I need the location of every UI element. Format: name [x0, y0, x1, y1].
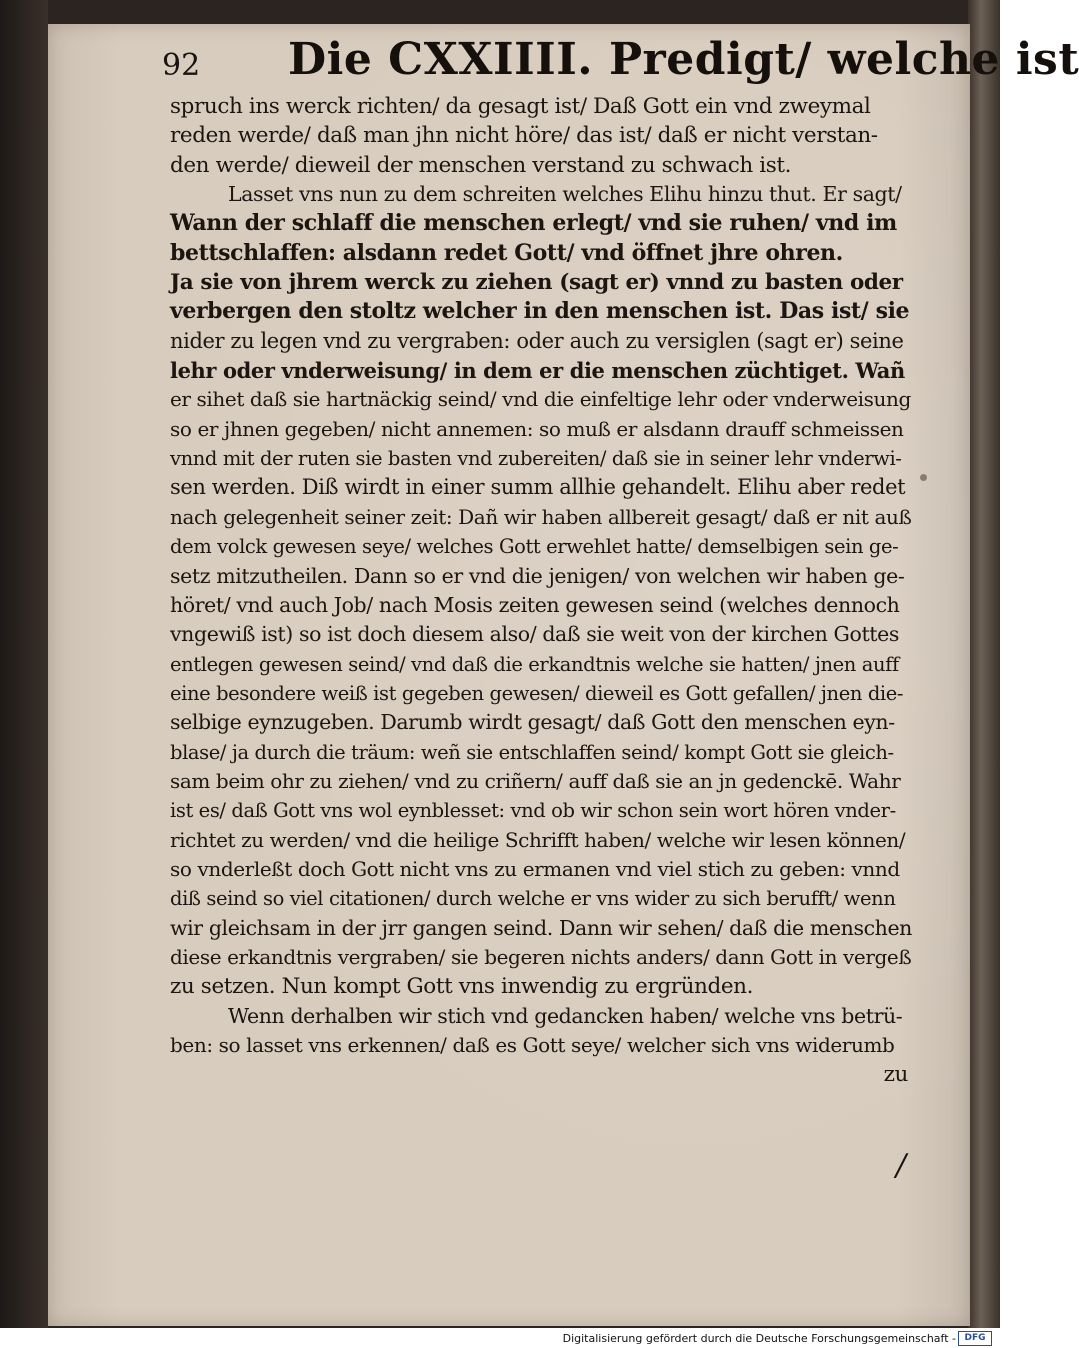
- page-number: 92: [162, 48, 201, 83]
- text-line: entlegen gewesen seind/ vnd daß die erkandtnis welche sie hatten/ jnen auff: [170, 652, 899, 676]
- text-line: setz mitzutheilen. Dann so er vnd die jenigen/ von welchen wir haben ge-: [170, 563, 905, 588]
- text-line: vngewiß ist) so ist doch diesem also/ daß sie weit von der kirchen Gottes: [170, 622, 899, 647]
- book-edge-right: [968, 0, 1000, 1328]
- text-line: Wann der schlaff die menschen erlegt/ vnd sie ruhen/ vnd im: [170, 210, 897, 237]
- ink-mark: /: [896, 1148, 907, 1183]
- text-line: wir gleichsam in der jrr gangen seind. Dann wir sehen/ daß die menschen: [170, 915, 912, 940]
- dfg-logo-icon: DFG: [958, 1331, 992, 1346]
- text-line: diese erkandtnis vergraben/ sie begeren nichts anders/ dann Gott in vergeß: [170, 944, 912, 969]
- running-head: Die CXXIIII. Predigt/ welche ist: [288, 34, 1079, 85]
- text-line: nider zu legen vnd zu vergraben: oder auch zu versiglen (sagt er) seine: [170, 328, 904, 353]
- text-line: sen werden. Diß wirdt in einer summ allhie gehandelt. Elihu aber redet: [170, 475, 906, 500]
- text-line: Ja sie von jhrem werck zu ziehen (sagt er) vnnd zu basten oder: [170, 270, 903, 296]
- text-line: Wenn derhalben wir stich vnd gedancken haben/ welche vns betrü-: [228, 1003, 903, 1028]
- text-line: sam beim ohr zu ziehen/ vnd zu criñern/ auff daß sie an jn gedenckē. Wahr: [170, 768, 901, 793]
- text-line: bettschlaffen: alsdann redet Gott/ vnd öffnet jhre ohren.: [170, 239, 843, 266]
- funding-notice: Digitalisierung gefördert durch die Deutsche Forschungsgemeinschaft -: [562, 1332, 956, 1345]
- text-line: selbige eynzugeben. Darumb wirdt gesagt/ daß Gott den menschen eyn-: [170, 710, 895, 735]
- text-line: höret/ vnd auch Job/ nach Mosis zeiten gewesen seind (welches dennoch: [170, 592, 900, 617]
- text-line: eine besondere weiß ist gegeben gewesen/ dieweil es Gott gefallen/ jnen die-: [170, 681, 904, 705]
- text-line: diß seind so viel citationen/ durch welche er vns wider zu sich berufft/ wenn: [170, 887, 896, 911]
- text-line: ist es/ daß Gott vns wol eynblesset: vnd ob wir schon sein wort hören vnder-: [170, 799, 896, 823]
- text-line: richtet zu werden/ vnd die heilige Schrifft haben/ welche wir lesen können/: [170, 827, 906, 852]
- text-line: nach gelegenheit seiner zeit: Dañ wir haben allbereit gesagt/ daß er nit auß: [170, 504, 912, 529]
- text-line: vnnd mit der ruten sie basten vnd zubereiten/ daß sie in seiner lehr vnderwi-: [170, 447, 902, 471]
- text-line: den werde/ dieweil der menschen verstand zu schwach ist.: [170, 152, 792, 178]
- paper-spot: [920, 474, 927, 481]
- body-text: [170, 92, 912, 1090]
- book-edge-left: [0, 0, 48, 1328]
- text-line: reden werde/ daß man jhn nicht höre/ das ist/ daß er nicht verstan-: [170, 123, 878, 149]
- text-line: lehr oder vnderweisung/ in dem er die menschen züchtiget. Wañ: [170, 358, 905, 384]
- text-line: Lasset vns nun zu dem schreiten welches Elihu hinzu thut. Er sagt/: [228, 182, 902, 207]
- text-line: so vnderleßt doch Gott nicht vns zu ermanen vnd viel stich zu geben: vnnd: [170, 856, 900, 881]
- digitization-footer: [0, 1328, 1000, 1348]
- text-line: so er jhnen gegeben/ nicht annemen: so muß er alsdann drauff schmeissen: [170, 416, 904, 441]
- text-line: er sihet daß sie hartnäckig seind/ vnd die einfeltige lehr oder vnderweisung: [170, 387, 911, 412]
- text-line: dem volck gewesen seye/ welches Gott erwehlet hatte/ demselbigen sein ge-: [170, 535, 899, 559]
- text-line: zu setzen. Nun kompt Gott vns inwendig zu ergründen.: [170, 974, 754, 1000]
- catchword: zu: [883, 1062, 908, 1088]
- text-line: ben: so lasset vns erkennen/ daß es Gott seye/ welcher sich vns widerumb: [170, 1033, 895, 1057]
- text-line: verbergen den stoltz welcher in den menschen ist. Das ist/ sie: [170, 298, 910, 325]
- text-line: blase/ ja durch die träum: weñ sie entschlaffen seind/ kompt Gott sie gleich-: [170, 740, 894, 764]
- text-line: spruch ins werck richten/ da gesagt ist/ Daß Gott ein vnd zweymal: [170, 94, 871, 119]
